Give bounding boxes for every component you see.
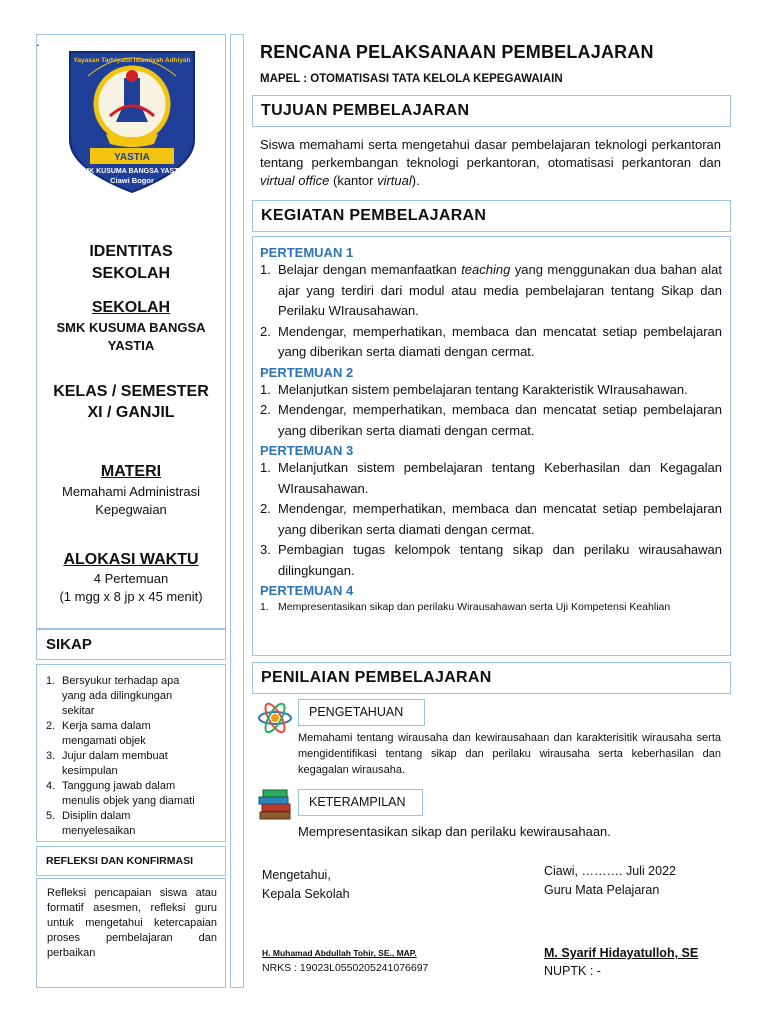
p4-item-1-num: 1. (260, 601, 269, 613)
list-item (260, 458, 722, 499)
signature-right (544, 862, 676, 900)
list-item (260, 322, 722, 363)
sikap-item (46, 809, 218, 839)
sikap-item (46, 749, 218, 779)
sikap-item-1-num: 1. (46, 675, 56, 687)
identity-heading-line1: IDENTITAS (89, 243, 173, 260)
sikap-item-3-num: 3. (46, 750, 56, 762)
p2-item-1: Melanjutkan sistem pembelajaran tentang Karakteristik WIrausahawan. (278, 381, 688, 397)
class-block (38, 382, 224, 422)
sikap-list-box (36, 664, 226, 842)
sikap-item-1-line2: yang ada dilingkungan (62, 690, 173, 702)
tujuan-title-box (252, 95, 731, 127)
p3-item-2: Mendengar, memperhatikan, membaca dan mencatat setiap pembelajaran yang diberikan serta diamati dengan cermat. (278, 501, 722, 537)
pertemuan-1-list (260, 260, 722, 363)
list-item (260, 599, 722, 615)
materi-block (38, 462, 224, 519)
sikap-item (46, 779, 218, 809)
refleksi-text-box (36, 878, 226, 988)
sikap-item-1-line3: sekitar (62, 705, 95, 717)
mapel-label: MAPEL : OTOMATISASI TATA KELOLA KEPEGAWAIAIN (260, 73, 563, 85)
sikap-item-4-num: 4. (46, 780, 56, 792)
pertemuan-3-label: PERTEMUAN 3 (260, 443, 354, 458)
penilaian-title-box (252, 662, 731, 694)
school-name-line1: SMK KUSUMA BANGSA (56, 320, 206, 335)
sikap-item-5-line2: menyelesaikan (62, 825, 136, 837)
p1-item-2: Mendengar, memperhatikan, membaca dan mencatat setiap pembelajaran yang diberikan serta diamati dengan cermat. (278, 323, 722, 359)
pertemuan-2-label: PERTEMUAN 2 (260, 364, 354, 380)
tujuan-text-a: Siswa memahami serta mengetahui dasar pembelajaran teknologi perkantoran tentang perkembangan teknologi perkantoran, otomatisasi perkantoran dan (260, 137, 721, 170)
logo-city-text: Ciawi Bogor (110, 176, 154, 185)
teacher-id: NUPTK : - (544, 964, 601, 978)
kegiatan-title-box (252, 200, 731, 232)
kegiatan-title: KEGIATAN PEMBELAJARAN (261, 207, 487, 224)
pertemuan-4-label: PERTEMUAN 4 (260, 583, 354, 598)
refleksi-title-box (36, 846, 226, 876)
sikap-item-3-line1: Jujur dalam membuat (62, 750, 168, 762)
pengetahuan-text: Memahami tentang wirausaha dan kewirausahaan dan karakterisitik wirausaha serta mengidentifikasi tentang sikap dan perilaku wirausaha serta keberhasilan dan kegagalan wirausaha. (298, 732, 721, 776)
identity-heading (38, 242, 224, 283)
corner-mark: . (36, 34, 40, 49)
tujuan-text (260, 136, 721, 190)
logo-banner-text: YASTIA (114, 152, 150, 163)
class-label: KELAS / SEMESTER (53, 383, 209, 400)
tujuan-text-b: virtual office (260, 173, 330, 188)
alokasi-line2: (1 mgg x 8 jp x 45 menit) (59, 589, 203, 604)
sikap-item-2-line2: mengamati objek (62, 735, 146, 747)
signature-right-line2: Guru Mata Pelajaran (544, 883, 660, 897)
logo-school-text: SMK KUSUMA BANGSA YASTIA (78, 168, 186, 175)
sikap-item-4-line2: menulis objek yang diamati (62, 795, 195, 807)
materi-line2: Kepegwaian (95, 502, 167, 517)
sikap-item-5-line1: Disiplin dalam (62, 810, 131, 822)
p3-item-3: Pembagian tugas kelompok tentang sikap dan perilaku wirausahawan dilingkungan. (278, 542, 722, 578)
logo-arc-text: Yayasan Tarbiyatul Islamiyah Adhiyah (73, 57, 191, 64)
class-value: XI / GANJIL (87, 404, 175, 421)
school-name-line2: YASTIA (107, 338, 155, 353)
pengetahuan-label: PENGETAHUAN (298, 699, 425, 726)
sikap-item-1-line1: Bersyukur terhadap apa (62, 675, 180, 687)
keterampilan-text: Mempresentasikan sikap dan perilaku kewirausahaan. (298, 824, 611, 839)
sikap-item (46, 674, 218, 719)
keterampilan-label: KETERAMPILAN (298, 789, 423, 816)
pertemuan-2-list (260, 380, 722, 442)
p2-item-2-num: 2. (260, 402, 271, 417)
list-item (260, 400, 722, 441)
teacher-name: M. Syarif Hidayatulloh, SE (544, 946, 699, 960)
p1-item-1-a: Belajar dengan memanfaatkan (278, 262, 462, 277)
sikap-item-2-line1: Kerja sama dalam (62, 720, 151, 732)
signature-left-line2: Kepala Sekolah (262, 887, 350, 901)
school-label: SEKOLAH (91, 299, 171, 316)
materi-line1: Memahami Administrasi (62, 484, 200, 499)
pertemuan-1-label: PERTEMUAN 1 (260, 245, 354, 260)
school-block (38, 298, 224, 355)
right-divider-frame (230, 34, 244, 988)
sikap-title: SIKAP (46, 636, 92, 653)
refleksi-title: REFLEKSI DAN KONFIRMASI (46, 855, 193, 867)
alokasi-line1: 4 Pertemuan (93, 571, 169, 586)
p1-item-1-b: teaching (461, 262, 511, 277)
school-logo (66, 48, 198, 194)
p1-item-1-c: yang menggunakan dua bahan alat ajar yang terdiri dari modul atau media pembelajaran tentang Sikap dan Perilaku WIrausahawan. (278, 262, 722, 318)
sikap-list (46, 674, 218, 839)
sikap-item-3-line2: kesimpulan (62, 765, 118, 777)
refleksi-text: Refleksi pencapaian siswa atau formatif asesmen, refleksi guru untuk mengetahui ketercapaian proses pembelajaran dan perbaikan (47, 887, 217, 959)
p3-item-1: Melanjutkan sistem pembelajaran tentang Keberhasilan dan Kegagalan WIrausahawan. (278, 460, 722, 496)
tujuan-text-d: virtual (377, 173, 412, 188)
sikap-title-box (36, 628, 226, 660)
sikap-item-2-num: 2. (46, 720, 56, 732)
penilaian-title: PENILAIAN PEMBELAJARAN (261, 669, 492, 686)
headmaster-id: NRKS : 19023L0550205241076697 (262, 962, 429, 974)
p3-item-3-num: 3. (260, 542, 271, 557)
list-item (260, 499, 722, 540)
alokasi-label: ALOKASI WAKTU (63, 551, 199, 568)
sikap-item-5-num: 5. (46, 810, 56, 822)
atom-icon (256, 699, 294, 737)
list-item (260, 260, 722, 322)
tujuan-text-c: (kantor (329, 173, 378, 188)
materi-label: MATERI (100, 463, 162, 480)
signature-left (262, 866, 350, 904)
books-icon (256, 788, 294, 822)
page-title: RENCANA PELAKSANAAN PEMBELAJARAN (260, 42, 654, 62)
p3-item-1-num: 1. (260, 460, 271, 475)
sikap-item (46, 719, 218, 749)
list-item (260, 540, 722, 581)
p3-item-2-num: 2. (260, 501, 271, 516)
tujuan-title: TUJUAN PEMBELAJARAN (261, 102, 470, 119)
headmaster-name: H. Muhamad Abdullah Tohir, SE., MAP. (262, 948, 417, 958)
alokasi-block (38, 550, 224, 606)
signature-left-line1: Mengetahui, (262, 868, 331, 882)
list-item (260, 380, 722, 401)
kegiatan-content (260, 245, 722, 615)
tujuan-text-e: ). (411, 173, 420, 188)
identity-heading-line2: SEKOLAH (91, 265, 171, 282)
p2-item-1-num: 1. (260, 381, 271, 397)
p1-item-2-num: 2. (260, 323, 271, 339)
p2-item-2: Mendengar, memperhatikan, membaca dan mencatat setiap pembelajaran yang diberikan serta diamati dengan cermat. (278, 402, 722, 438)
pertemuan-3-list (260, 458, 722, 581)
p4-item-1: Mempresentasikan sikap dan perilaku Wirausahawan serta Uji Kompetensi Keahlian (278, 601, 671, 613)
p1-item-1-num: 1. (260, 262, 271, 277)
signature-right-line1: Ciawi, ………. Juli 2022 (544, 864, 676, 878)
sikap-item-4-line1: Tanggung jawab dalam (62, 780, 176, 792)
